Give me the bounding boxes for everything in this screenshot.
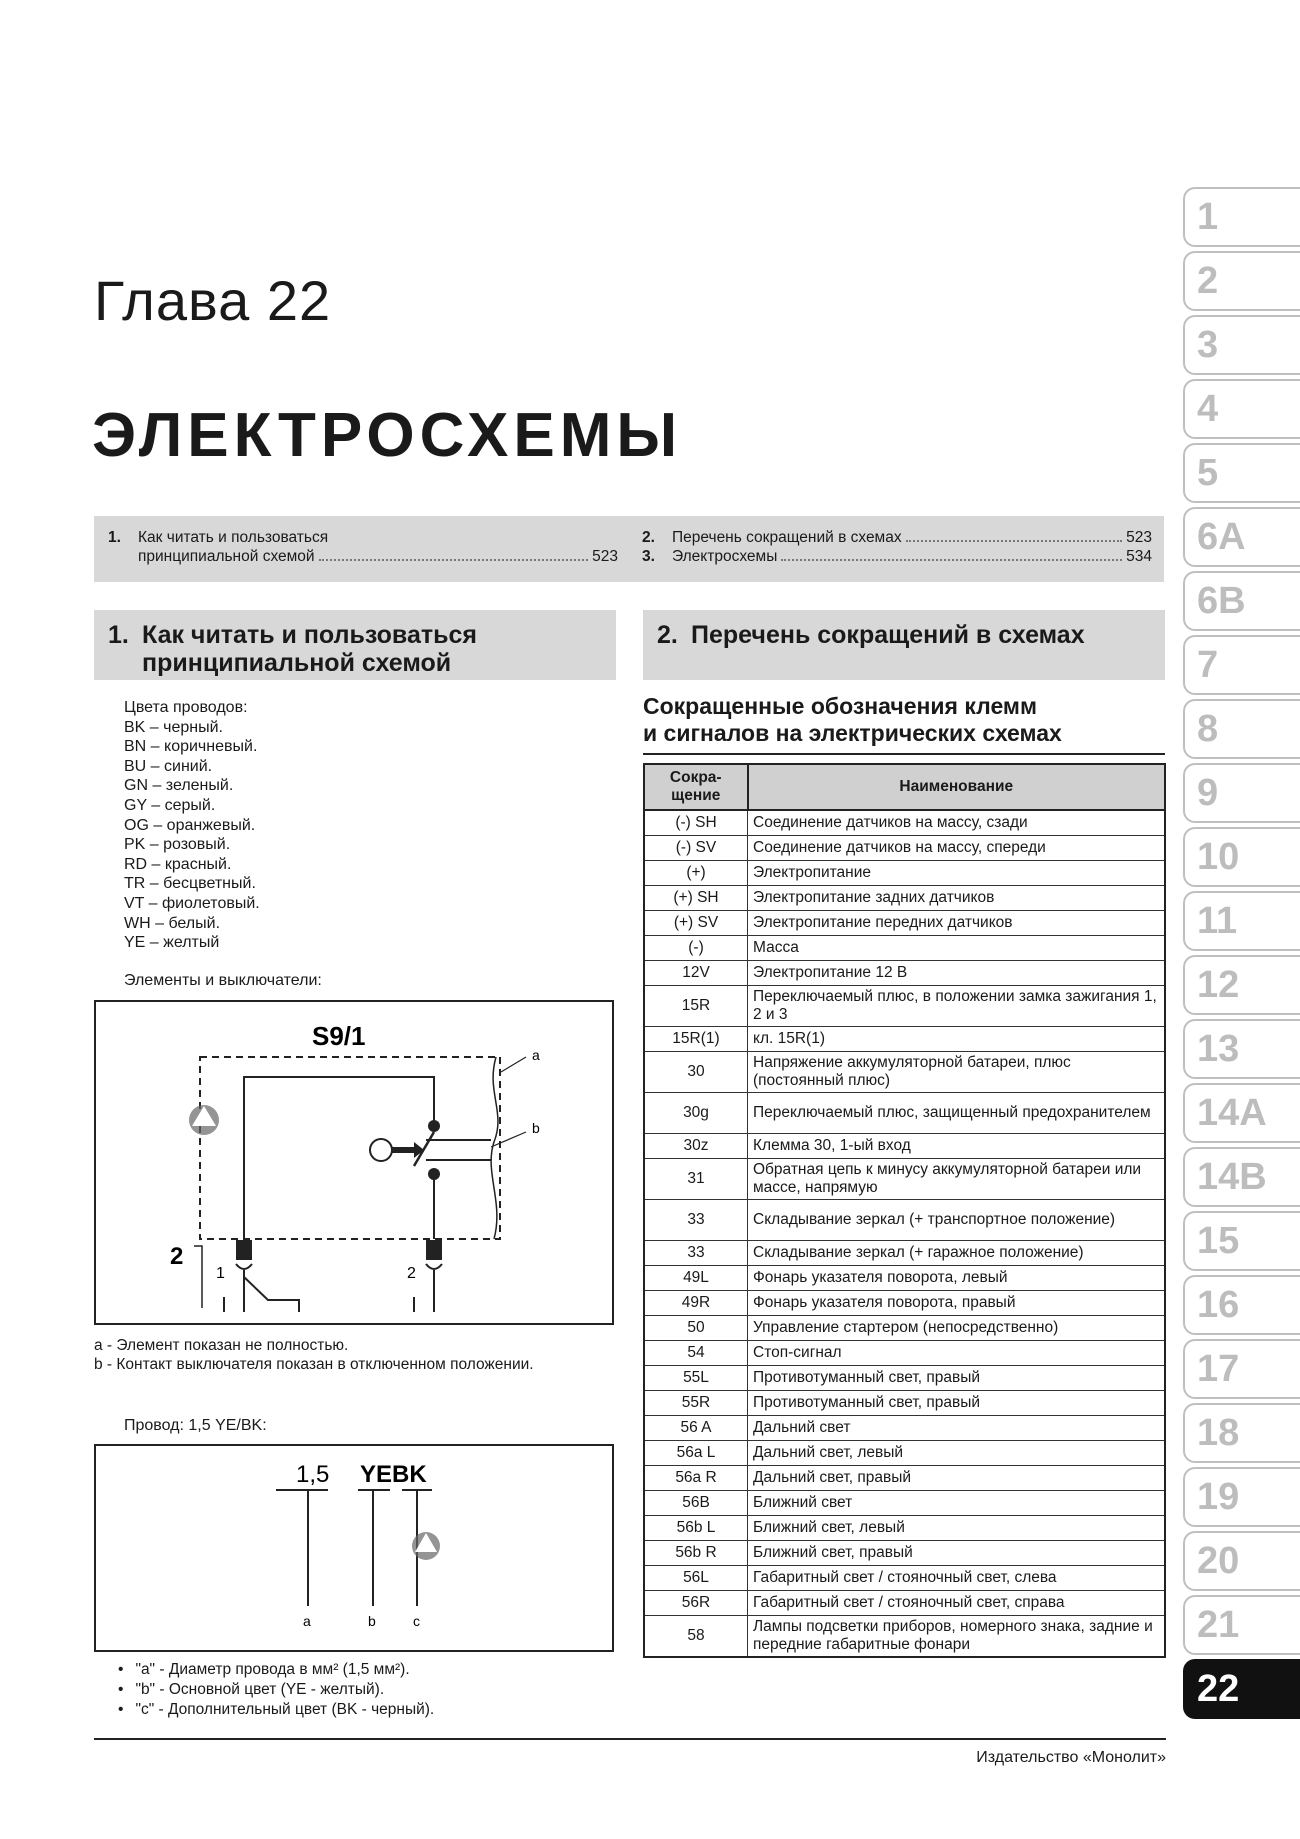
- diagram-notes: [94, 1336, 616, 1374]
- list-item: • "b" - Основной цвет (YE - желтый).: [118, 1680, 434, 1700]
- wire-color-item: BU – синий.: [124, 757, 213, 775]
- wire-code: YEBK: [360, 1461, 427, 1488]
- row-name: Клемма 30, 1-ый вход: [748, 1134, 1166, 1159]
- row-name: Фонарь указателя поворота, правый: [748, 1291, 1166, 1316]
- section-1-header: [94, 610, 616, 680]
- table-of-contents: [94, 516, 1164, 582]
- chapter-tab[interactable]: 11: [1183, 891, 1300, 951]
- note-a: a - Элемент показан не полностью.: [94, 1337, 349, 1354]
- section-2-header: [643, 610, 1165, 680]
- row-name: Переключаемый плюс, защищенный предохранителем: [748, 1093, 1166, 1134]
- table-row: [644, 1291, 1165, 1316]
- table-row: [644, 1566, 1165, 1591]
- row-code: 49L: [644, 1266, 748, 1291]
- diagram-title: S9/1: [312, 1021, 366, 1051]
- row-code: 30z: [644, 1134, 748, 1159]
- note-b: b - Контакт выключателя показан в отключенном положении.: [94, 1356, 534, 1373]
- row-name: Фонарь указателя поворота, левый: [748, 1266, 1166, 1291]
- wire-label: Провод: 1,5 YE/BK:: [124, 1417, 267, 1434]
- wire-color-item: OG – оранжевый.: [124, 816, 256, 834]
- table-row: [644, 836, 1165, 861]
- row-name: Складывание зеркал (+ гаражное положение): [748, 1241, 1166, 1266]
- wire-color-item: VT – фиолетовый.: [124, 894, 260, 912]
- section-number: 1.: [108, 621, 129, 649]
- row-code: 49R: [644, 1291, 748, 1316]
- chapter-tab[interactable]: 10: [1183, 827, 1300, 887]
- label-b: b: [532, 1120, 540, 1136]
- row-name: Ближний свет, правый: [748, 1541, 1166, 1566]
- footer-divider: [94, 1738, 1166, 1740]
- wire-diagram: [94, 1444, 614, 1652]
- table-header-row: [644, 764, 1165, 810]
- chapter-title: ЭЛЕКТРОСХЕМЫ: [92, 401, 683, 470]
- table-row: [644, 1616, 1165, 1658]
- row-name: Ближний свет, левый: [748, 1516, 1166, 1541]
- row-name: Переключаемый плюс, в положении замка зажигания 1, 2 и 3: [748, 986, 1166, 1027]
- watermark-icon: [189, 1105, 219, 1135]
- row-code: 56 A: [644, 1416, 748, 1441]
- row-code: (-) SH: [644, 810, 748, 836]
- table-row: [644, 1491, 1165, 1516]
- row-name: кл. 15R(1): [748, 1027, 1166, 1052]
- row-code: 50: [644, 1316, 748, 1341]
- table-row: [644, 961, 1165, 986]
- row-code: 33: [644, 1200, 748, 1241]
- chapter-tab[interactable]: 14A: [1183, 1083, 1300, 1143]
- row-code: 58: [644, 1616, 748, 1658]
- chapter-tab[interactable]: 15: [1183, 1211, 1300, 1271]
- chapter-tabs: [1183, 187, 1300, 1723]
- wire-color-item: WH – белый.: [124, 914, 221, 932]
- table-row: [644, 886, 1165, 911]
- toc-item-page: 523: [1126, 529, 1152, 546]
- row-name: Электропитание задних датчиков: [748, 886, 1166, 911]
- row-name: Масса: [748, 936, 1166, 961]
- chapter-tab[interactable]: 1: [1183, 187, 1300, 247]
- row-name: Противотуманный свет, правый: [748, 1366, 1166, 1391]
- chapter-tab[interactable]: 5: [1183, 443, 1300, 503]
- row-code: 55L: [644, 1366, 748, 1391]
- row-code: 56b R: [644, 1541, 748, 1566]
- table-row: [644, 861, 1165, 886]
- row-code: 56a L: [644, 1441, 748, 1466]
- abbreviations-heading: [643, 693, 1165, 755]
- row-name: Дальний свет: [748, 1416, 1166, 1441]
- row-code: 56L: [644, 1566, 748, 1591]
- toc-item-number: 3.: [642, 548, 655, 565]
- row-name: Электропитание передних датчиков: [748, 911, 1166, 936]
- table-row: [644, 810, 1165, 836]
- toc-item-text-cont: принципиальной схемой: [138, 548, 315, 565]
- row-name: Стоп-сигнал: [748, 1341, 1166, 1366]
- table-row: [644, 1466, 1165, 1491]
- toc-item-number: 1.: [108, 529, 121, 546]
- chapter-tab[interactable]: 17: [1183, 1339, 1300, 1399]
- row-code: 56a R: [644, 1466, 748, 1491]
- chapter-tab[interactable]: 19: [1183, 1467, 1300, 1527]
- section-title-line2: принципиальной схемой: [142, 649, 452, 677]
- table-row: [644, 1541, 1165, 1566]
- table-row: [644, 1241, 1165, 1266]
- publisher: Издательство «Монолит»: [976, 1749, 1166, 1766]
- chapter-tab[interactable]: 7: [1183, 635, 1300, 695]
- toc-item-number: 2.: [642, 529, 655, 546]
- table-row: [644, 1134, 1165, 1159]
- table-row: [644, 1366, 1165, 1391]
- row-name: Габаритный свет / стояночный свет, слева: [748, 1566, 1166, 1591]
- table-row: [644, 986, 1165, 1027]
- chapter-tab[interactable]: 21: [1183, 1595, 1300, 1655]
- row-code: 15R(1): [644, 1027, 748, 1052]
- row-name: Соединение датчиков на массу, сзади: [748, 810, 1166, 836]
- wire-label-a: a: [303, 1613, 311, 1629]
- elements-label: Элементы и выключатели:: [124, 972, 322, 989]
- row-code: (+) SV: [644, 911, 748, 936]
- row-name: Электропитание: [748, 861, 1166, 886]
- toc-item-3[interactable]: [642, 547, 1152, 566]
- wire-explanation-list: [118, 1660, 434, 1720]
- toc-item-page: 534: [1126, 548, 1152, 565]
- row-code: 55R: [644, 1391, 748, 1416]
- wire-label-b: b: [368, 1613, 376, 1629]
- section-title: Перечень сокращений в схемах: [691, 621, 1085, 649]
- row-name: Электропитание 12 В: [748, 961, 1166, 986]
- toc-item-text: Перечень сокращений в схемах: [672, 529, 902, 546]
- chapter-tab[interactable]: 6A: [1183, 507, 1300, 567]
- heading-line1: Сокращенные обозначения клемм: [643, 693, 1037, 719]
- chapter-tab[interactable]: 16: [1183, 1275, 1300, 1335]
- row-code: 56b L: [644, 1516, 748, 1541]
- watermark-icon: [412, 1532, 440, 1560]
- wire-color-item: GY – серый.: [124, 796, 216, 814]
- row-name: Управление стартером (непосредственно): [748, 1316, 1166, 1341]
- chapter-tab[interactable]: 3: [1183, 315, 1300, 375]
- row-code: (-): [644, 936, 748, 961]
- toc-item-2[interactable]: [642, 528, 1152, 547]
- heading-line2: и сигналов на электрических схемах: [643, 720, 1062, 746]
- table-row: [644, 1391, 1165, 1416]
- row-name: Дальний свет, правый: [748, 1466, 1166, 1491]
- list-item: • "a" - Диаметр провода в мм² (1,5 мм²).: [118, 1660, 434, 1680]
- row-code: 56B: [644, 1491, 748, 1516]
- wire-color-item: GN – зеленый.: [124, 777, 234, 795]
- row-name: Обратная цепь к минусу аккумуляторной батареи или массе, напрямую: [748, 1159, 1166, 1200]
- row-code: 15R: [644, 986, 748, 1027]
- chapter-tab[interactable]: 20: [1183, 1531, 1300, 1591]
- label-a: a: [532, 1047, 540, 1063]
- wire-color-item: BK – черный.: [124, 718, 223, 736]
- list-item: • "c" - Дополнительный цвет (BK - черный).: [118, 1700, 434, 1720]
- row-name: Дальний свет, левый: [748, 1441, 1166, 1466]
- column-header-code: Сокра- щение: [644, 764, 748, 810]
- table-row: [644, 1266, 1165, 1291]
- pin-2-label: 2: [407, 1265, 416, 1282]
- row-code: 12V: [644, 961, 748, 986]
- wire-color-item: YE – желтый: [124, 934, 220, 952]
- table-row: [644, 936, 1165, 961]
- section-title-line1: Как читать и пользоваться: [142, 621, 477, 649]
- abbreviations-table: [643, 763, 1166, 1658]
- chapter-tab[interactable]: 6B: [1183, 571, 1300, 631]
- table-row: [644, 1052, 1165, 1093]
- row-code: 33: [644, 1241, 748, 1266]
- wire-color-item: BN – коричневый.: [124, 738, 258, 756]
- table-row: [644, 911, 1165, 936]
- table-row: [644, 1027, 1165, 1052]
- chapter-number: Глава 22: [94, 269, 332, 332]
- table-row: [644, 1441, 1165, 1466]
- wire-color-item: RD – красный.: [124, 855, 232, 873]
- chapter-tab[interactable]: 8: [1183, 699, 1300, 759]
- row-name: Складывание зеркал (+ транспортное положение): [748, 1200, 1166, 1241]
- wire-colors-list: [124, 698, 260, 953]
- row-name: Соединение датчиков на массу, спереди: [748, 836, 1166, 861]
- chapter-tab[interactable]: 12: [1183, 955, 1300, 1015]
- row-name: Габаритный свет / стояночный свет, справа: [748, 1591, 1166, 1616]
- wire-size: 1,5: [296, 1461, 330, 1488]
- switch-diagram: [94, 1000, 614, 1325]
- table-row: [644, 1093, 1165, 1134]
- wire-color-item: PK – розовый.: [124, 836, 231, 854]
- toc-item-text: Как читать и пользоваться: [138, 529, 329, 546]
- table-row: [644, 1200, 1165, 1241]
- chapter-tab[interactable]: 4: [1183, 379, 1300, 439]
- row-code: 30: [644, 1052, 748, 1093]
- toc-item-text: Электросхемы: [672, 548, 778, 565]
- row-code: (+) SH: [644, 886, 748, 911]
- wire-label-c: c: [413, 1613, 420, 1629]
- table-row: [644, 1516, 1165, 1541]
- row-code: 56R: [644, 1591, 748, 1616]
- row-name: Напряжение аккумуляторной батареи, плюс (постоянный плюс): [748, 1052, 1166, 1093]
- chapter-tab[interactable]: 13: [1183, 1019, 1300, 1079]
- row-code: 30g: [644, 1093, 748, 1134]
- column-header-name: Наименование: [748, 764, 1166, 810]
- wire-colors-title: Цвета проводов:: [124, 699, 248, 716]
- table-row: [644, 1591, 1165, 1616]
- row-code: 54: [644, 1341, 748, 1366]
- table-row: [644, 1416, 1165, 1441]
- row-name: Ближний свет: [748, 1491, 1166, 1516]
- chapter-tab[interactable]: 2: [1183, 251, 1300, 311]
- toc-item-1[interactable]: [108, 528, 618, 566]
- section-number: 2.: [657, 621, 678, 649]
- row-name: Противотуманный свет, правый: [748, 1391, 1166, 1416]
- chapter-tab[interactable]: 18: [1183, 1403, 1300, 1463]
- connector-number: 2: [170, 1243, 184, 1270]
- row-code: 31: [644, 1159, 748, 1200]
- chapter-tab[interactable]: 9: [1183, 763, 1300, 823]
- chapter-tab[interactable]: 14B: [1183, 1147, 1300, 1207]
- table-row: [644, 1316, 1165, 1341]
- row-code: (+): [644, 861, 748, 886]
- row-code: (-) SV: [644, 836, 748, 861]
- pin-1-label: 1: [216, 1265, 225, 1282]
- chapter-tab-active[interactable]: 22: [1183, 1659, 1300, 1719]
- table-row: [644, 1159, 1165, 1200]
- row-name: Лампы подсветки приборов, номерного знака, задние и передние габаритные фонари: [748, 1616, 1166, 1658]
- table-row: [644, 1341, 1165, 1366]
- toc-item-page: 523: [592, 548, 618, 565]
- wire-color-item: TR – бесцветный.: [124, 875, 256, 893]
